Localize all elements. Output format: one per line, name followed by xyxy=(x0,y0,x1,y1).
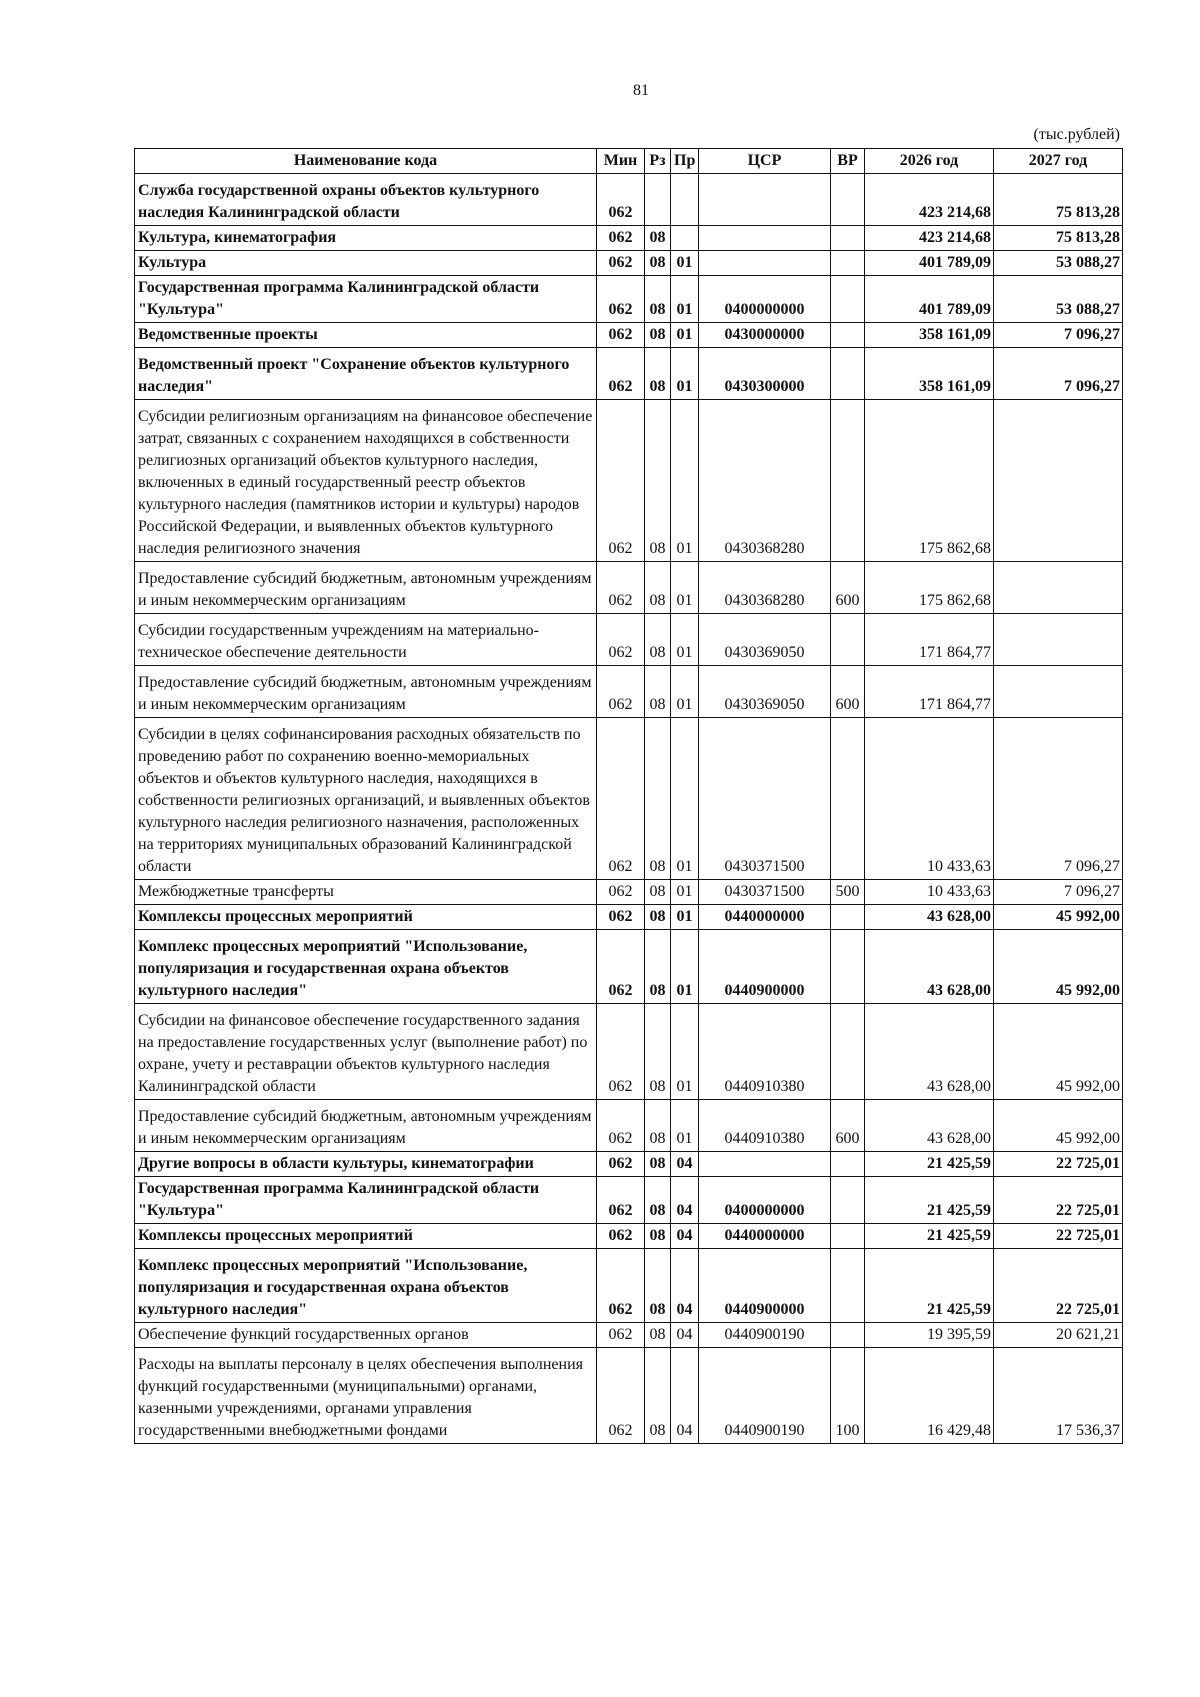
table-row xyxy=(135,323,1123,348)
cell-csr xyxy=(699,174,831,226)
cell-rz: 08 xyxy=(645,348,671,400)
cell-vr xyxy=(831,251,865,276)
cell-min: 062 xyxy=(597,1100,645,1152)
cell-2027: 17 536,37 xyxy=(994,1348,1123,1444)
cell-min: 062 xyxy=(597,666,645,718)
cell-min: 062 xyxy=(597,905,645,930)
cell-vr xyxy=(831,1323,865,1348)
cell-name: Культура xyxy=(135,251,597,276)
cell-2027: 75 813,28 xyxy=(994,174,1123,226)
cell-2026: 358 161,09 xyxy=(865,323,994,348)
col-header-min: Мин xyxy=(597,149,645,174)
cell-csr: 0440000000 xyxy=(699,905,831,930)
cell-pr: 01 xyxy=(671,905,699,930)
page-number: 81 xyxy=(633,82,649,99)
cell-pr: 01 xyxy=(671,276,699,323)
table-row xyxy=(135,400,1123,562)
cell-csr: 0440910380 xyxy=(699,1004,831,1100)
cell-csr: 0440900000 xyxy=(699,930,831,1004)
cell-2026: 423 214,68 xyxy=(865,174,994,226)
cell-2027: 22 725,01 xyxy=(994,1249,1123,1323)
table-row xyxy=(135,174,1123,226)
table-row xyxy=(135,348,1123,400)
cell-2027: 22 725,01 xyxy=(994,1177,1123,1224)
table-row xyxy=(135,1224,1123,1249)
budget-table xyxy=(134,148,1123,1444)
cell-vr xyxy=(831,226,865,251)
cell-name: Другие вопросы в области культуры, кинематографии xyxy=(135,1152,597,1177)
cell-min: 062 xyxy=(597,1323,645,1348)
cell-rz: 08 xyxy=(645,276,671,323)
cell-rz xyxy=(645,174,671,226)
cell-2026: 401 789,09 xyxy=(865,251,994,276)
cell-vr xyxy=(831,1249,865,1323)
cell-rz: 08 xyxy=(645,1224,671,1249)
cell-name: Межбюджетные трансферты xyxy=(135,880,597,905)
cell-min: 062 xyxy=(597,400,645,562)
cell-name: Комплекс процессных мероприятий "Использование, популяризация и государственная охрана объектов культурного наследия" xyxy=(135,930,597,1004)
cell-csr: 0440900190 xyxy=(699,1323,831,1348)
cell-2027: 20 621,21 xyxy=(994,1323,1123,1348)
cell-2026: 21 425,59 xyxy=(865,1177,994,1224)
cell-vr xyxy=(831,400,865,562)
cell-pr: 01 xyxy=(671,666,699,718)
cell-pr: 04 xyxy=(671,1348,699,1444)
cell-vr xyxy=(831,348,865,400)
cell-rz: 08 xyxy=(645,400,671,562)
col-header-vr: ВР xyxy=(831,149,865,174)
cell-2027: 75 813,28 xyxy=(994,226,1123,251)
cell-2026: 21 425,59 xyxy=(865,1249,994,1323)
table-body xyxy=(135,174,1123,1444)
cell-vr xyxy=(831,930,865,1004)
cell-2026: 423 214,68 xyxy=(865,226,994,251)
cell-csr: 0430300000 xyxy=(699,348,831,400)
cell-name: Государственная программа Калининградской области "Культура" xyxy=(135,276,597,323)
cell-name: Субсидии на финансовое обеспечение государственного задания на предоставление государственных услуг (выполнение работ) по охране, учету и реставрации объектов культурного наследия Калининградской области xyxy=(135,1004,597,1100)
cell-csr: 0440910380 xyxy=(699,1100,831,1152)
cell-csr: 0430000000 xyxy=(699,323,831,348)
cell-2027: 53 088,27 xyxy=(994,276,1123,323)
cell-rz: 08 xyxy=(645,905,671,930)
cell-min: 062 xyxy=(597,323,645,348)
table-row xyxy=(135,251,1123,276)
table-row xyxy=(135,718,1123,880)
cell-2027 xyxy=(994,400,1123,562)
cell-min: 062 xyxy=(597,348,645,400)
cell-vr xyxy=(831,718,865,880)
cell-vr xyxy=(831,174,865,226)
cell-2027: 7 096,27 xyxy=(994,348,1123,400)
cell-2026: 171 864,77 xyxy=(865,666,994,718)
cell-name: Комплекс процессных мероприятий "Использование, популяризация и государственная охрана объектов культурного наследия" xyxy=(135,1249,597,1323)
cell-csr xyxy=(699,1152,831,1177)
cell-csr: 0430369050 xyxy=(699,614,831,666)
cell-rz: 08 xyxy=(645,323,671,348)
cell-2026: 10 433,63 xyxy=(865,880,994,905)
cell-rz: 08 xyxy=(645,1177,671,1224)
cell-min: 062 xyxy=(597,930,645,1004)
table-row xyxy=(135,562,1123,614)
cell-name: Культура, кинематография xyxy=(135,226,597,251)
cell-2027 xyxy=(994,614,1123,666)
table-row xyxy=(135,905,1123,930)
cell-pr: 04 xyxy=(671,1152,699,1177)
cell-vr: 100 xyxy=(831,1348,865,1444)
cell-2027: 22 725,01 xyxy=(994,1224,1123,1249)
table-row xyxy=(135,614,1123,666)
table-row xyxy=(135,666,1123,718)
cell-min: 062 xyxy=(597,1348,645,1444)
cell-rz: 08 xyxy=(645,226,671,251)
cell-min: 062 xyxy=(597,562,645,614)
cell-vr xyxy=(831,323,865,348)
cell-pr: 01 xyxy=(671,1100,699,1152)
cell-2026: 21 425,59 xyxy=(865,1152,994,1177)
cell-csr xyxy=(699,226,831,251)
cell-min: 062 xyxy=(597,1224,645,1249)
cell-2026: 401 789,09 xyxy=(865,276,994,323)
cell-2026: 43 628,00 xyxy=(865,1004,994,1100)
cell-2026: 43 628,00 xyxy=(865,1100,994,1152)
cell-rz: 08 xyxy=(645,251,671,276)
cell-2027: 7 096,27 xyxy=(994,880,1123,905)
cell-pr: 01 xyxy=(671,562,699,614)
cell-vr xyxy=(831,1152,865,1177)
cell-min: 062 xyxy=(597,1249,645,1323)
cell-2026: 21 425,59 xyxy=(865,1224,994,1249)
cell-csr: 0400000000 xyxy=(699,1177,831,1224)
cell-csr: 0430369050 xyxy=(699,666,831,718)
cell-name: Субсидии религиозным организациям на финансовое обеспечение затрат, связанных с сохранением находящихся в собственности религиозных организаций объектов культурного наследия, включенных в единый государственный реестр объектов культурного наследия (памятников истории и культуры) народов Российской Федерации, и выявленных объектов культурного наследия религиозного значения xyxy=(135,400,597,562)
cell-name: Государственная программа Калининградской области "Культура" xyxy=(135,1177,597,1224)
cell-pr: 01 xyxy=(671,880,699,905)
cell-name: Субсидии государственным учреждениям на материально-техническое обеспечение деятельности xyxy=(135,614,597,666)
cell-2027: 45 992,00 xyxy=(994,905,1123,930)
cell-vr xyxy=(831,1224,865,1249)
table-row xyxy=(135,1348,1123,1444)
cell-pr: 01 xyxy=(671,323,699,348)
cell-2027: 45 992,00 xyxy=(994,1100,1123,1152)
cell-name: Предоставление субсидий бюджетным, автономным учреждениям и иным некоммерческим организациям xyxy=(135,562,597,614)
cell-2027: 45 992,00 xyxy=(994,1004,1123,1100)
cell-name: Предоставление субсидий бюджетным, автономным учреждениям и иным некоммерческим организациям xyxy=(135,666,597,718)
cell-rz: 08 xyxy=(645,1249,671,1323)
cell-min: 062 xyxy=(597,1004,645,1100)
cell-rz: 08 xyxy=(645,930,671,1004)
cell-2026: 10 433,63 xyxy=(865,718,994,880)
cell-name: Обеспечение функций государственных органов xyxy=(135,1323,597,1348)
cell-2027: 7 096,27 xyxy=(994,718,1123,880)
table-row xyxy=(135,1249,1123,1323)
table-row xyxy=(135,1177,1123,1224)
cell-pr: 01 xyxy=(671,348,699,400)
cell-2027 xyxy=(994,562,1123,614)
cell-2027: 7 096,27 xyxy=(994,323,1123,348)
cell-pr: 01 xyxy=(671,251,699,276)
cell-csr: 0440900000 xyxy=(699,1249,831,1323)
cell-min: 062 xyxy=(597,880,645,905)
table-row xyxy=(135,226,1123,251)
cell-rz: 08 xyxy=(645,666,671,718)
cell-min: 062 xyxy=(597,1177,645,1224)
cell-csr: 0430371500 xyxy=(699,718,831,880)
cell-name: Расходы на выплаты персоналу в целях обеспечения выполнения функций государственными (муниципальными) органами, казенными учреждениями, органами управления государственными внебюджетными фондами xyxy=(135,1348,597,1444)
cell-2026: 43 628,00 xyxy=(865,905,994,930)
cell-rz: 08 xyxy=(645,1152,671,1177)
cell-pr: 04 xyxy=(671,1224,699,1249)
cell-2026: 16 429,48 xyxy=(865,1348,994,1444)
table-row xyxy=(135,276,1123,323)
cell-name: Ведомственный проект "Сохранение объектов культурного наследия" xyxy=(135,348,597,400)
cell-csr: 0430371500 xyxy=(699,880,831,905)
cell-vr xyxy=(831,905,865,930)
cell-csr xyxy=(699,251,831,276)
cell-min: 062 xyxy=(597,718,645,880)
cell-pr: 01 xyxy=(671,718,699,880)
cell-pr: 04 xyxy=(671,1323,699,1348)
col-header-csr: ЦСР xyxy=(699,149,831,174)
cell-rz: 08 xyxy=(645,1100,671,1152)
cell-pr xyxy=(671,174,699,226)
cell-csr: 0440900190 xyxy=(699,1348,831,1444)
cell-vr: 500 xyxy=(831,880,865,905)
cell-rz: 08 xyxy=(645,1323,671,1348)
cell-name: Предоставление субсидий бюджетным, автономным учреждениям и иным некоммерческим организациям xyxy=(135,1100,597,1152)
cell-csr: 0440000000 xyxy=(699,1224,831,1249)
cell-2026: 175 862,68 xyxy=(865,562,994,614)
col-header-2027: 2027 год xyxy=(994,149,1123,174)
units-label: (тыс.рублей) xyxy=(1033,126,1120,143)
cell-min: 062 xyxy=(597,1152,645,1177)
cell-pr: 01 xyxy=(671,614,699,666)
cell-rz: 08 xyxy=(645,562,671,614)
cell-pr: 01 xyxy=(671,1004,699,1100)
cell-2026: 175 862,68 xyxy=(865,400,994,562)
cell-vr: 600 xyxy=(831,1100,865,1152)
cell-2026: 171 864,77 xyxy=(865,614,994,666)
cell-rz: 08 xyxy=(645,718,671,880)
cell-csr: 0430368280 xyxy=(699,562,831,614)
cell-name: Комплексы процессных мероприятий xyxy=(135,905,597,930)
col-header-pr: Пр xyxy=(671,149,699,174)
table-row xyxy=(135,1323,1123,1348)
cell-vr xyxy=(831,614,865,666)
cell-pr xyxy=(671,226,699,251)
table-row xyxy=(135,930,1123,1004)
cell-name: Служба государственной охраны объектов культурного наследия Калининградской области xyxy=(135,174,597,226)
cell-rz: 08 xyxy=(645,1004,671,1100)
cell-pr: 01 xyxy=(671,400,699,562)
col-header-2026: 2026 год xyxy=(865,149,994,174)
cell-min: 062 xyxy=(597,614,645,666)
cell-pr: 04 xyxy=(671,1177,699,1224)
cell-rz: 08 xyxy=(645,1348,671,1444)
table-row xyxy=(135,1100,1123,1152)
cell-2027 xyxy=(994,666,1123,718)
cell-2027: 45 992,00 xyxy=(994,930,1123,1004)
cell-min: 062 xyxy=(597,276,645,323)
cell-rz: 08 xyxy=(645,880,671,905)
cell-vr: 600 xyxy=(831,666,865,718)
cell-name: Ведомственные проекты xyxy=(135,323,597,348)
table-row xyxy=(135,880,1123,905)
cell-vr xyxy=(831,276,865,323)
table-header-row xyxy=(135,149,1123,174)
cell-vr xyxy=(831,1004,865,1100)
cell-min: 062 xyxy=(597,174,645,226)
col-header-name: Наименование кода xyxy=(135,149,597,174)
col-header-rz: Рз xyxy=(645,149,671,174)
cell-2026: 358 161,09 xyxy=(865,348,994,400)
table-row xyxy=(135,1152,1123,1177)
cell-min: 062 xyxy=(597,251,645,276)
cell-csr: 0400000000 xyxy=(699,276,831,323)
cell-pr: 04 xyxy=(671,1249,699,1323)
table-row xyxy=(135,1004,1123,1100)
cell-name: Субсидии в целях софинансирования расходных обязательств по проведению работ по сохранению военно-мемориальных объектов и объектов культурного наследия, находящихся в собственности религиозных организаций, и выявленных объектов культурного наследия религиозного назначения, расположенных на территориях муниципальных образований Калининградской области xyxy=(135,718,597,880)
cell-rz: 08 xyxy=(645,614,671,666)
cell-pr: 01 xyxy=(671,930,699,1004)
cell-min: 062 xyxy=(597,226,645,251)
cell-vr xyxy=(831,1177,865,1224)
cell-name: Комплексы процессных мероприятий xyxy=(135,1224,597,1249)
cell-2027: 53 088,27 xyxy=(994,251,1123,276)
cell-2026: 43 628,00 xyxy=(865,930,994,1004)
cell-2027: 22 725,01 xyxy=(994,1152,1123,1177)
cell-vr: 600 xyxy=(831,562,865,614)
cell-2026: 19 395,59 xyxy=(865,1323,994,1348)
cell-csr: 0430368280 xyxy=(699,400,831,562)
